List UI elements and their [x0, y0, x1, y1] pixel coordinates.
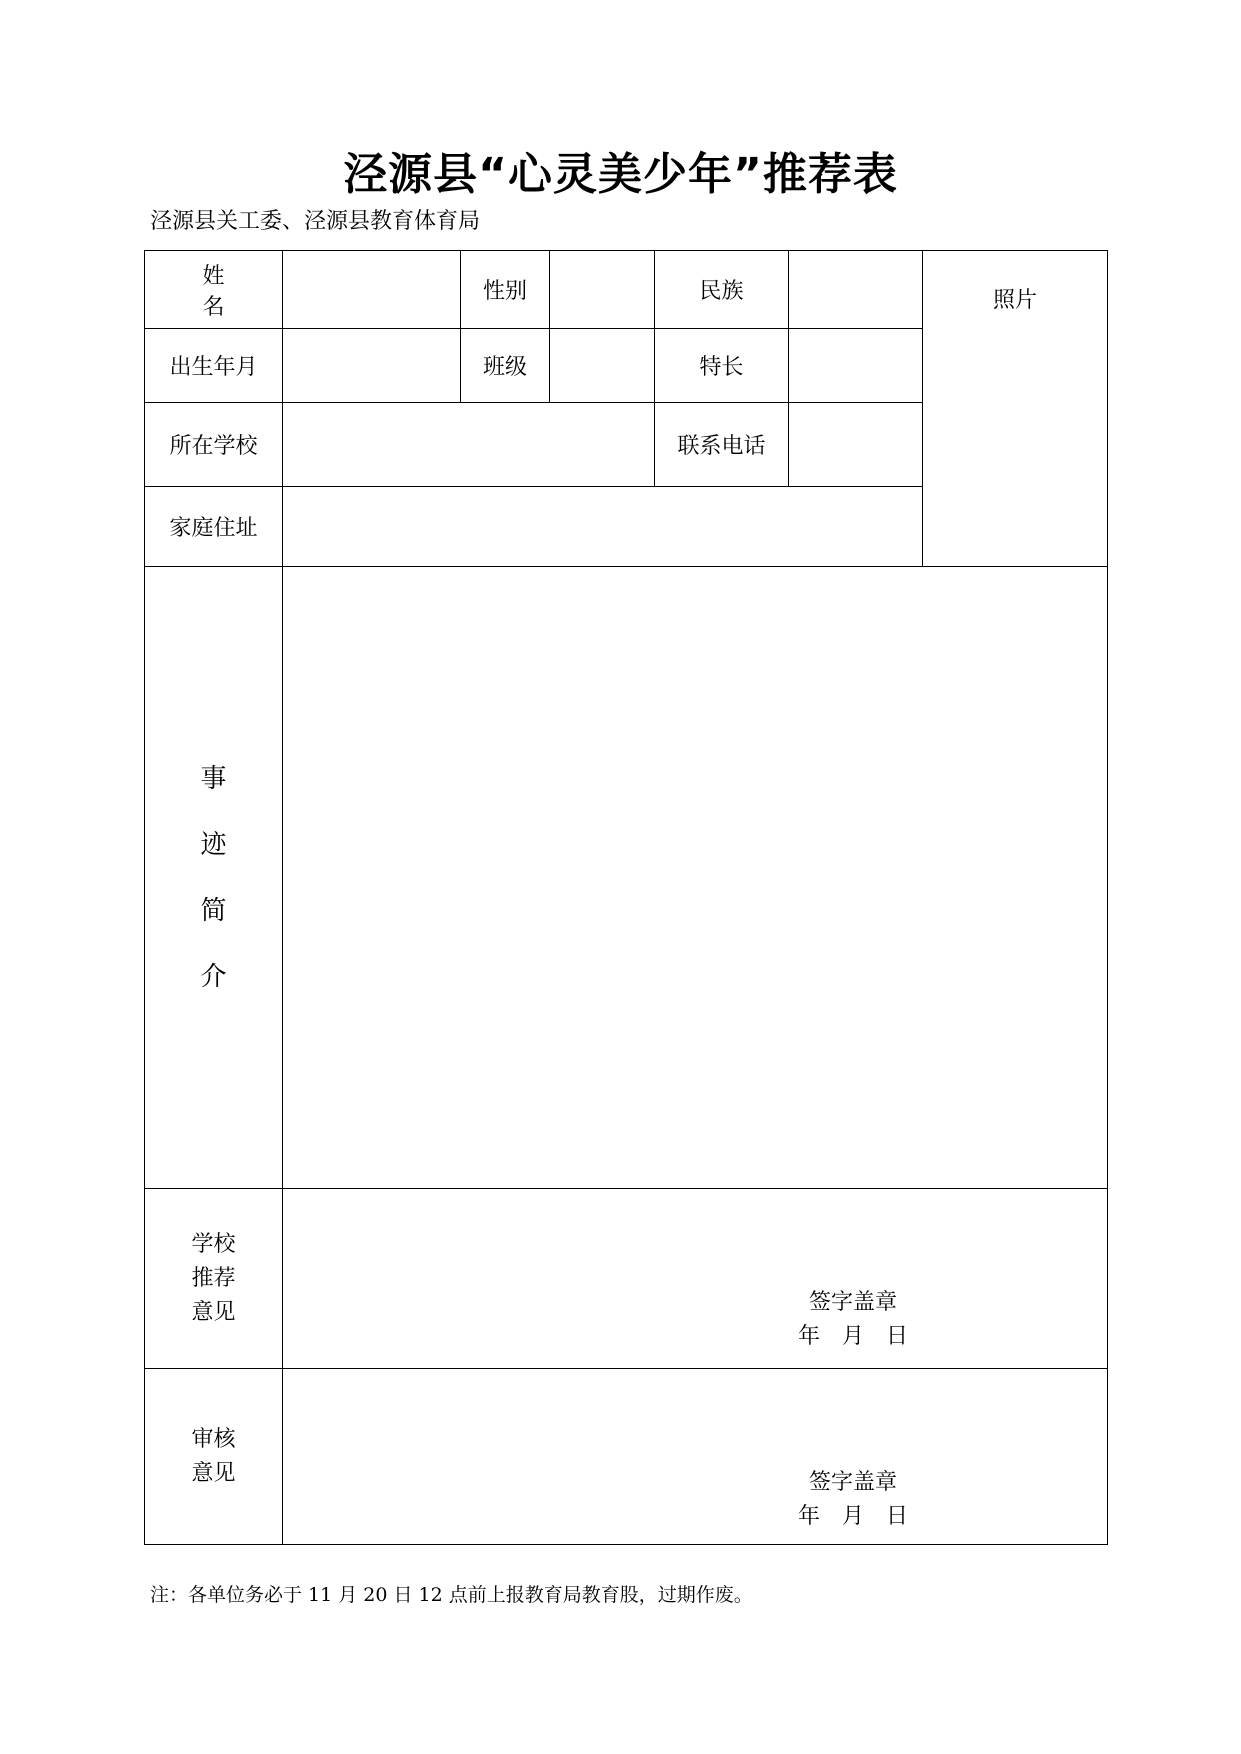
school-value[interactable] — [283, 403, 655, 487]
deeds-char: 简 — [200, 895, 227, 926]
review-sign-label: 签字盖章 — [808, 1470, 897, 1495]
review-opinion-label-line: 审核 — [191, 1426, 236, 1452]
school-opinion-label — [145, 1189, 283, 1369]
deeds-char: 介 — [200, 961, 227, 992]
footnote: 注：各单位务必于 11 月 20 日 12 点前上报教育局教育股，过期作废。 — [150, 1584, 753, 1606]
review-opinion-label — [145, 1369, 283, 1545]
school-date-label: 年 月 日 — [797, 1324, 908, 1349]
school-opinion-label-line: 学校 — [191, 1231, 236, 1257]
phone-label: 联系电话 — [655, 403, 789, 487]
phone-value[interactable] — [789, 403, 923, 487]
ethnicity-label: 民族 — [655, 251, 789, 329]
review-opinion-label-line: 意见 — [191, 1460, 236, 1486]
photo-label: 照片 — [992, 288, 1037, 313]
deeds-char: 事 — [200, 763, 227, 794]
address-value[interactable] — [283, 487, 923, 567]
birth-value[interactable] — [283, 329, 461, 403]
gender-value[interactable] — [550, 251, 655, 329]
class-label: 班级 — [461, 329, 550, 403]
gender-label: 性别 — [461, 251, 550, 329]
deeds-value[interactable] — [283, 567, 1108, 1189]
page-title: 泾源县“心灵美少年”推荐表 — [343, 149, 898, 200]
ethnicity-value[interactable] — [789, 251, 923, 329]
organizer: 泾源县关工委、泾源县教育体育局 — [150, 209, 481, 234]
birth-label: 出生年月 — [145, 329, 283, 403]
specialty-label: 特长 — [655, 329, 789, 403]
school-opinion-label-line: 推荐 — [191, 1265, 236, 1291]
photo-cell[interactable] — [923, 251, 1108, 567]
school-opinion-value[interactable] — [283, 1189, 1108, 1369]
specialty-value[interactable] — [789, 329, 923, 403]
address-label: 家庭住址 — [145, 487, 283, 567]
deeds-char: 迹 — [200, 829, 227, 860]
school-sign-label: 签字盖章 — [808, 1290, 897, 1315]
school-label: 所在学校 — [145, 403, 283, 487]
name-label: 姓名 — [145, 251, 283, 329]
class-value[interactable] — [550, 329, 655, 403]
name-value[interactable] — [283, 251, 461, 329]
deeds-label — [145, 567, 283, 1189]
recommendation-form — [144, 250, 1108, 1545]
review-opinion-value[interactable] — [283, 1369, 1108, 1545]
review-date-label: 年 月 日 — [797, 1504, 908, 1529]
school-opinion-label-line: 意见 — [191, 1299, 236, 1325]
